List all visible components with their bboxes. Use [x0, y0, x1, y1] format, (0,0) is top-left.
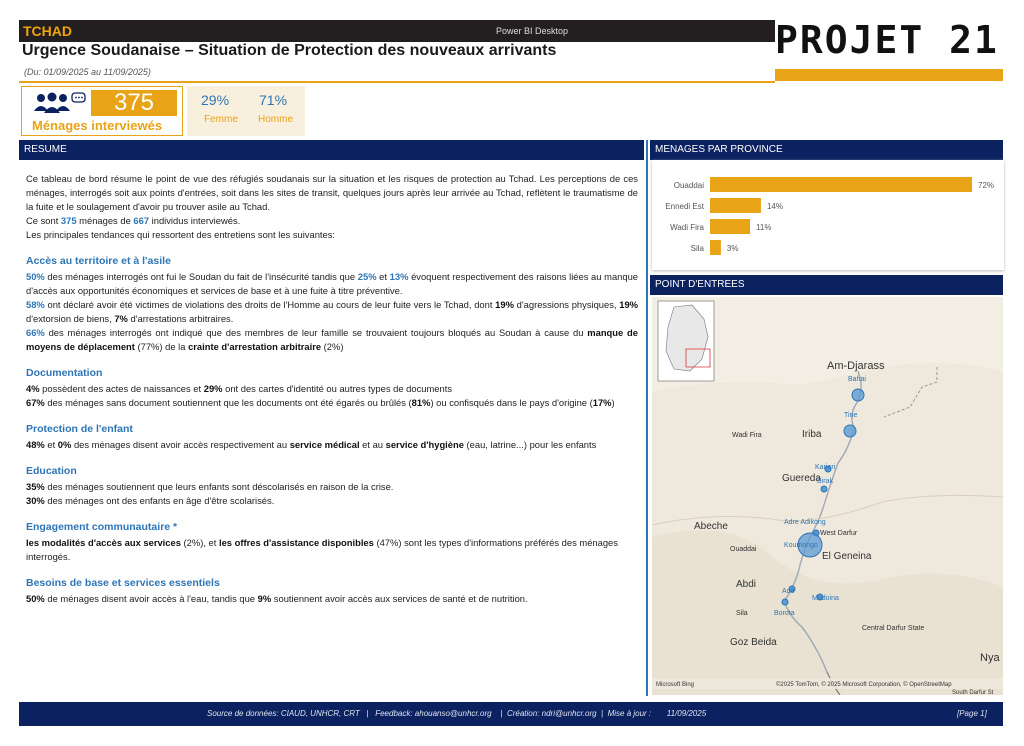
eng-a: les modalités d'accès aux services — [26, 537, 181, 548]
eng-b: (2%), et — [180, 537, 219, 548]
acces-2f: d'extorsion de biens, — [26, 313, 115, 324]
acces-1a: 50% — [26, 271, 45, 282]
edu-1 — [26, 480, 638, 494]
acces-2a: 58% — [26, 299, 45, 310]
besoins-b: de ménages disent avoir accès à l'eau, tandis que — [44, 593, 258, 604]
gender-split — [187, 86, 305, 136]
page-number: [Page 1] — [957, 709, 987, 718]
doc-1b: possèdent des actes de naissances et — [39, 383, 204, 394]
map-label: Borota — [774, 610, 795, 617]
besoins-line — [26, 592, 638, 606]
enfant-e: service médical — [289, 439, 360, 450]
enfant-h: (eau, latrine...) pour les enfants — [463, 439, 597, 450]
map-label: Adé — [782, 588, 795, 595]
doc-title: Documentation — [26, 367, 103, 379]
doc-2e: 17% — [592, 397, 612, 408]
report-period: (Du: 01/09/2025 au 11/09/2025) — [24, 67, 151, 77]
acces-1b: des ménages interrogés ont fui le Soudan du fait de l'insécurité tandis que — [44, 271, 358, 282]
category-label: Ouaddai — [673, 181, 704, 190]
doc-2f: ) — [611, 397, 615, 408]
entry-points-map[interactable] — [652, 297, 1003, 695]
points-header: POINT D'ENTREES — [650, 275, 1003, 295]
header-divider — [19, 81, 775, 83]
acces-1 — [26, 270, 638, 298]
besoins-d: soutiennent avoir accès aux services de santé et de nutrition. — [271, 593, 528, 604]
enfant-f: et au — [359, 439, 386, 450]
map-label: Kariari — [815, 464, 836, 471]
people-icon — [32, 91, 94, 115]
page-title: Urgence Soudanaise – Situation de Protection des nouveaux arrivants — [22, 42, 557, 59]
eng-line — [26, 536, 638, 564]
province-bar[interactable] — [710, 240, 721, 255]
acces-3c: manque de moyens de déplacement — [26, 327, 638, 352]
map-label: Abeche — [694, 521, 728, 532]
map-label: Central Darfur State — [862, 625, 925, 632]
enfant-a: 48% — [26, 439, 45, 450]
households-kpi — [21, 86, 183, 136]
acces-3d: (77%) de la — [134, 341, 189, 352]
map-label: Iriba — [802, 429, 822, 440]
resume-header: RESUME — [19, 140, 644, 160]
country-label: TCHAD — [23, 23, 72, 39]
edu-2 — [26, 494, 638, 508]
province-chart-svg — [652, 160, 1004, 270]
eng-title: Engagement communautaire * — [26, 521, 178, 533]
acces-title: Accès au territoire et à l'asile — [26, 255, 171, 267]
doc-1d: ont des cartes d'identité ou autres types de documents — [222, 383, 453, 394]
acces-2e: 19% — [619, 299, 638, 310]
footer-bar — [19, 702, 1003, 726]
logo-stripe — [775, 69, 1003, 81]
value-label: 3% — [726, 244, 739, 253]
acces-1c: 25% — [357, 271, 377, 282]
value-label: 14% — [766, 202, 783, 211]
eng-c: les offres d'assistance disponibles — [218, 537, 374, 548]
app-name: Power BI Desktop — [496, 26, 569, 36]
bing-logo: Microsoft Bing — [656, 682, 695, 688]
category-label: Sila — [690, 244, 704, 253]
footer-source: Source de données: CIAUD, UNHCR, CRT | Feedback: ahouanso@unhcr.org | Création: ndri@unhcr.org | Mise à jour : 11/09/2025 — [207, 709, 707, 718]
acces-2d: d'agressions physiques, — [513, 299, 620, 310]
edu-2a: 30% — [26, 495, 45, 506]
homme-label: Homme — [258, 114, 294, 125]
enfant-title: Protection de l'enfant — [26, 423, 133, 435]
besoins-c: 9% — [257, 593, 272, 604]
map-label: Birak — [817, 478, 833, 485]
map-label: Ouaddai — [730, 546, 757, 553]
households-label: Ménages interviewés — [32, 118, 163, 133]
category-label: Wadi Fira — [670, 223, 704, 232]
femme-pct: 29% — [201, 92, 230, 108]
province-bar[interactable] — [710, 219, 750, 234]
doc-2a: 67% — [26, 397, 45, 408]
eng-d: (47%) sont les types d'informations préférés des ménages interrogés. — [26, 537, 618, 562]
map-label: Modoina — [812, 595, 839, 602]
column-divider — [646, 140, 648, 696]
count-mid: ménages de — [76, 215, 134, 226]
map-label: Adre Adikong — [784, 519, 826, 526]
map-label: Am-Djarass — [827, 360, 885, 372]
province-bar[interactable] — [710, 177, 972, 192]
femme-label: Femme — [204, 114, 238, 125]
province-bar[interactable] — [710, 198, 761, 213]
enfant-line — [26, 438, 638, 452]
households-count: 375 — [91, 90, 177, 116]
map-label: Sila — [736, 610, 748, 617]
category-label: Ennedi Est — [665, 202, 704, 211]
enfant-b: et — [44, 439, 58, 450]
count-post: individus interviewés. — [149, 215, 241, 226]
map-label: South Darfur St — [952, 690, 994, 695]
value-label: 72% — [978, 181, 995, 190]
acces-2g: 7% — [114, 313, 128, 324]
acces-3b: des ménages interrogés ont indiqué que des membres de leur famille se trouvaient toujours bloqués au Soudan à cause du — [44, 327, 588, 338]
edu-title: Education — [26, 465, 77, 477]
province-header: MENAGES PAR PROVINCE — [650, 140, 1003, 160]
edu-1a: 35% — [26, 481, 45, 492]
besoins-a: 50% — [26, 593, 45, 604]
enfant-g: service d'hygiène — [385, 439, 464, 450]
map-label: West Darfur — [820, 530, 858, 537]
summary-text — [26, 172, 638, 606]
acces-2h: d'arrestations arbitraires. — [127, 313, 234, 324]
edu-1b: des ménages soutiennent que leurs enfants sont déscolarisés en raison de la crise. — [44, 481, 394, 492]
doc-1c: 29% — [203, 383, 223, 394]
map-label: Bahai — [848, 376, 866, 383]
map-svg — [652, 297, 1003, 695]
map-label: Wadi Fira — [732, 432, 762, 439]
homme-pct: 71% — [259, 92, 288, 108]
count-menages: 375 — [60, 215, 77, 226]
count-individus: 667 — [133, 215, 150, 226]
acces-1e: 13% — [389, 271, 409, 282]
projet21-logo — [775, 20, 1004, 60]
count-pre: Ce sont — [26, 215, 61, 226]
acces-2c: 19% — [495, 299, 514, 310]
doc-2 — [26, 396, 638, 410]
edu-2b: des ménages ont des enfants en âge d'être scolarisés. — [44, 495, 275, 506]
acces-2 — [26, 298, 638, 326]
province-chart — [652, 160, 1004, 270]
map-label: Goz Beida — [730, 637, 777, 648]
map-label: Guereda — [782, 473, 821, 484]
enfant-c: 0% — [57, 439, 72, 450]
besoins-title: Besoins de base et services essentiels — [26, 577, 220, 589]
doc-2c: 81% — [411, 397, 431, 408]
acces-2b: ont déclaré avoir été victimes de violations des droits de l'Homme au cours de leur fuite vers le Tchad, dont — [44, 299, 496, 310]
map-label: Koumongo — [784, 542, 818, 549]
doc-1a: 4% — [26, 383, 40, 394]
count-line — [26, 214, 638, 228]
map-label: Tine — [844, 412, 858, 419]
acces-3e: crainte d'arrestation arbitraire — [188, 341, 322, 352]
enfant-d: des ménages disent avoir accès respectivement au — [71, 439, 290, 450]
acces-3 — [26, 326, 638, 354]
doc-2d: ) ou confisqués dans le pays d'origine ( — [430, 397, 593, 408]
acces-1d: et — [376, 271, 390, 282]
acces-1f: évoquent respectivement des raisons liées au manque d'accès aux opportunités économiques et services de base et à une fuite à titre préventive. — [26, 271, 639, 296]
map-label: Nya — [980, 652, 1000, 664]
intro-paragraph: Ce tableau de bord résume le point de vue des réfugiés soudanais sur la situation et les risques de protection au Tchad. Les perceptions de ces ménages, interrogés soit aux points d'entrées, soit dans les sites de transit, quelques jours après leur arrivée au Tchad, reflètent le traumatisme de la fuite et le soulagement d'avoir pu trouver asile au Tchad. — [26, 173, 638, 212]
map-label: Abdi — [736, 579, 757, 590]
logo-text: PROJET 21 — [775, 20, 999, 60]
acces-3a: 66% — [26, 327, 45, 338]
trends-line: Les principales tendances qui ressortent des entretiens sont les suivantes: — [26, 229, 336, 240]
map-attribution: ©2025 TomTom, © 2025 Microsoft Corporation, © OpenStreetMap — [776, 682, 952, 688]
value-label: 11% — [756, 223, 772, 232]
doc-1 — [26, 382, 638, 396]
doc-2b: des ménages sans document soutiennent que les documents ont été égarés ou brûlés ( — [44, 397, 412, 408]
acces-3f: (2%) — [321, 341, 344, 352]
map-label: El Geneina — [822, 551, 872, 562]
